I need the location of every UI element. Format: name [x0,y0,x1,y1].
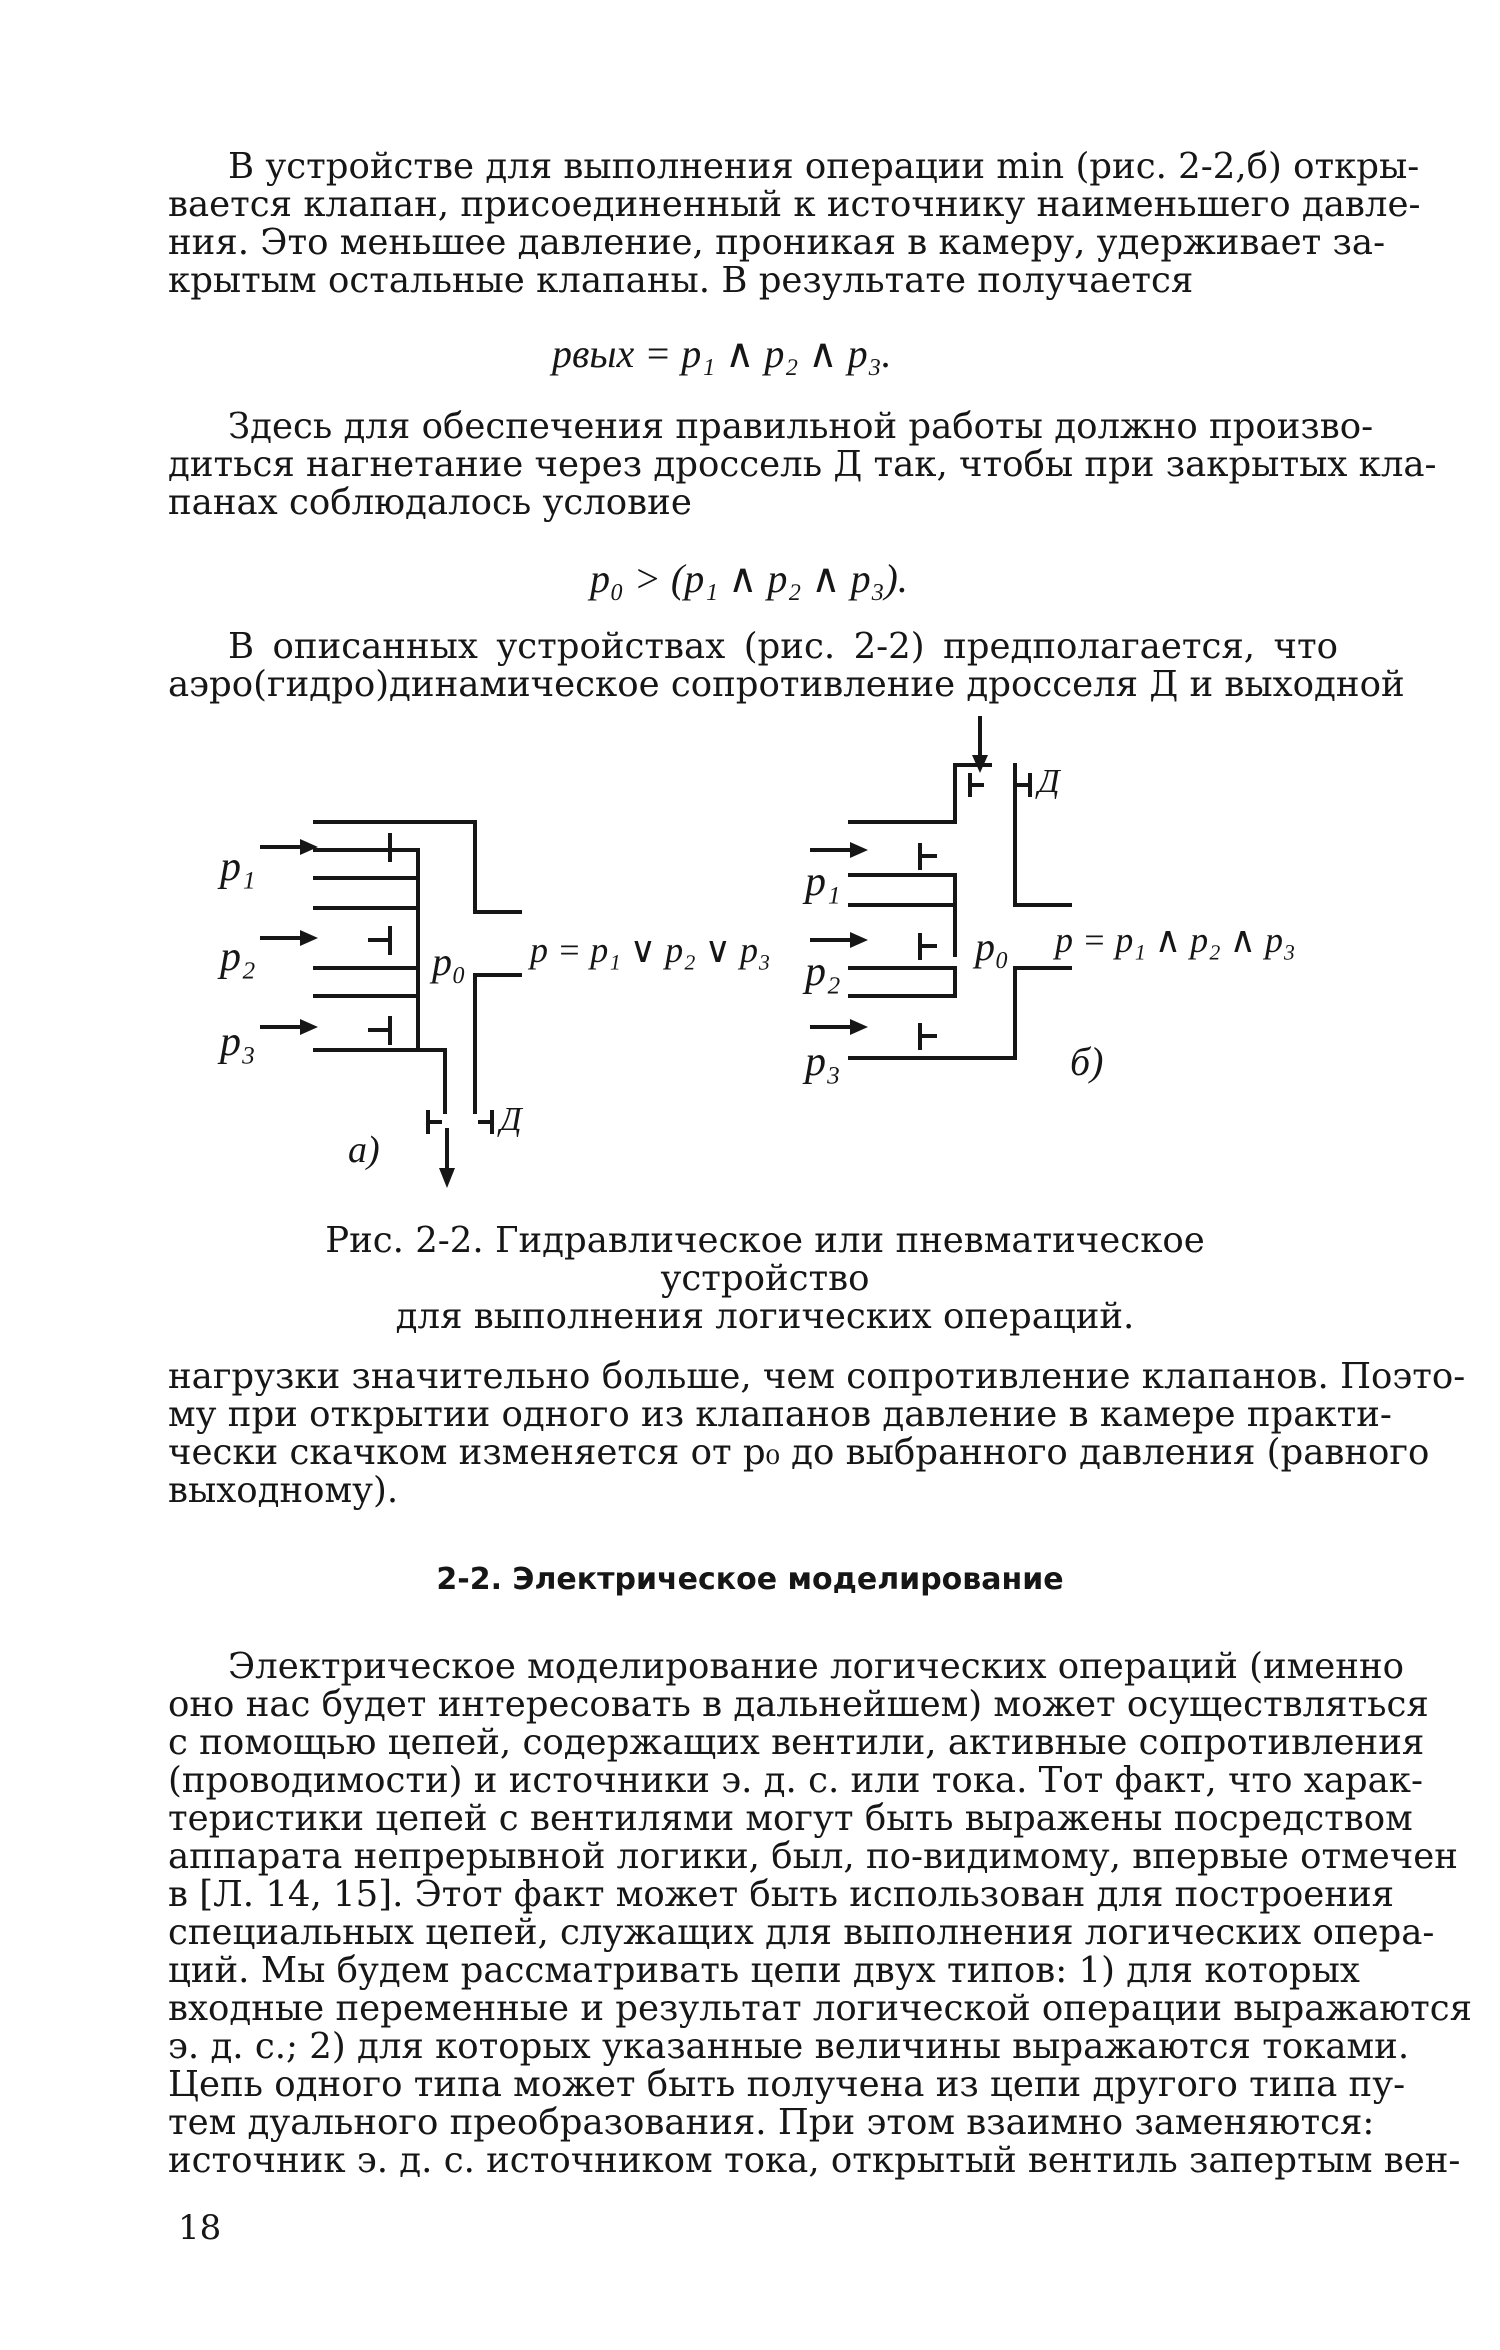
label-b-caption: б) [1070,1039,1104,1084]
formula-condition: p₀ > (p₁ ∧ p₂ ∧ p₃). [590,556,908,601]
text-line: с помощью цепей, содержащих вентили, активные сопротивления [168,1722,1425,1763]
text-line: ния. Это меньшее давление, проникая в камеру, удерживает за- [168,222,1386,263]
text-line: оно нас будет интересовать в дальнейшем) может осуществляться [168,1684,1429,1725]
text-line: входные переменные и результат логической операции выражаются [168,1988,1473,2029]
label-a-p0: p₀ [432,939,466,984]
text-line: специальных цепей, служащих для выполнения логических опера- [168,1912,1435,1953]
label-b-p3: p₃ [805,1039,841,1085]
figure-caption [245,1222,1285,1336]
label-a-caption: а) [348,1129,380,1171]
caption-line: Рис. 2-2. Гидравлическое или пневматическое устройство [325,1220,1205,1299]
text-line: нагрузки значительно больше, чем сопротивление клапанов. Поэто- [168,1356,1466,1397]
label-a-output: p = p₁ ∨ p₂ ∨ p₃ [530,930,771,970]
text-line: выходному). [168,1470,399,1511]
device-b-chamber [850,765,1070,1058]
label-a-p3: p₃ [220,1019,256,1065]
text-line: теристики цепей с вентилями могут быть выражены посредством [168,1798,1413,1839]
text-line: ций. Мы будем рассматривать цепи двух типов: 1) для которых [168,1950,1360,1991]
text-line: диться нагнетание через дроссель Д так, чтобы при закрытых кла- [168,444,1437,485]
text-line: В устройстве для выполнения операции min (рис. 2-2,б) откры- [228,146,1420,187]
text-line: источник э. д. с. источником тока, открытый вентиль запертым вен- [168,2140,1461,2181]
caption-line: для выполнения логических операций. [395,1296,1135,1337]
text-line: му при открытии одного из клапанов давление в камере практи- [168,1394,1392,1435]
text-line: тем дуального преобразования. При этом взаимно заменяются: [168,2102,1375,2143]
formula-output-pressure: pвых = p₁ ∧ p₂ ∧ p₃. [552,331,892,376]
label-a-p2: p₂ [220,934,256,980]
device-a-chamber [315,822,520,1132]
text-line: Электрическое моделирование логических операций (именно [228,1646,1404,1687]
label-b-output: p = p₁ ∧ p₂ ∧ p₃ [1055,920,1296,960]
text-line: панах соблюдалось условие [168,482,692,523]
text-line: чески скачком изменяется от p₀ до выбранного давления (равного [168,1432,1430,1473]
page-number: 18 [178,2208,222,2248]
text-line: вается клапан, присоединенный к источнику наименьшего давле- [168,184,1421,225]
label-b-p0: p₀ [975,924,1009,969]
text-line: (проводимости) и источники э. д. с. или тока. Тот факт, что харак- [168,1760,1423,1801]
text-line: э. д. с.; 2) для которых указанные величины выражаются токами. [168,2026,1410,2067]
text-line: В описанных устройствах (рис. 2-2) предполагается, что [228,626,1338,667]
section-heading: 2-2. Электрическое моделирование [436,1562,1064,1597]
label-b-p2: p₂ [805,949,841,995]
label-b-throttle: Д [1038,763,1060,800]
text-line: аппарата непрерывной логики, был, по-видимому, впервые отмечен [168,1836,1458,1877]
paragraph-electrical-modeling [168,1646,1473,2181]
label-a-p1: p₁ [220,844,256,890]
text-line: Здесь для обеспечения правильной работы должно произво- [228,406,1374,447]
text-line: Цепь одного типа может быть получена из цепи другого типа пу- [168,2064,1406,2105]
text-line: крытым остальные клапаны. В результате получается [168,260,1194,301]
paragraph-load [168,1356,1466,1511]
text-line: в [Л. 14, 15]. Этот факт может быть использован для построения [168,1874,1395,1915]
label-a-throttle: Д [500,1101,522,1138]
label-b-p1: p₁ [805,859,841,905]
text-line: аэро(гидро)динамическое сопротивление дросселя Д и выходной [168,664,1405,705]
